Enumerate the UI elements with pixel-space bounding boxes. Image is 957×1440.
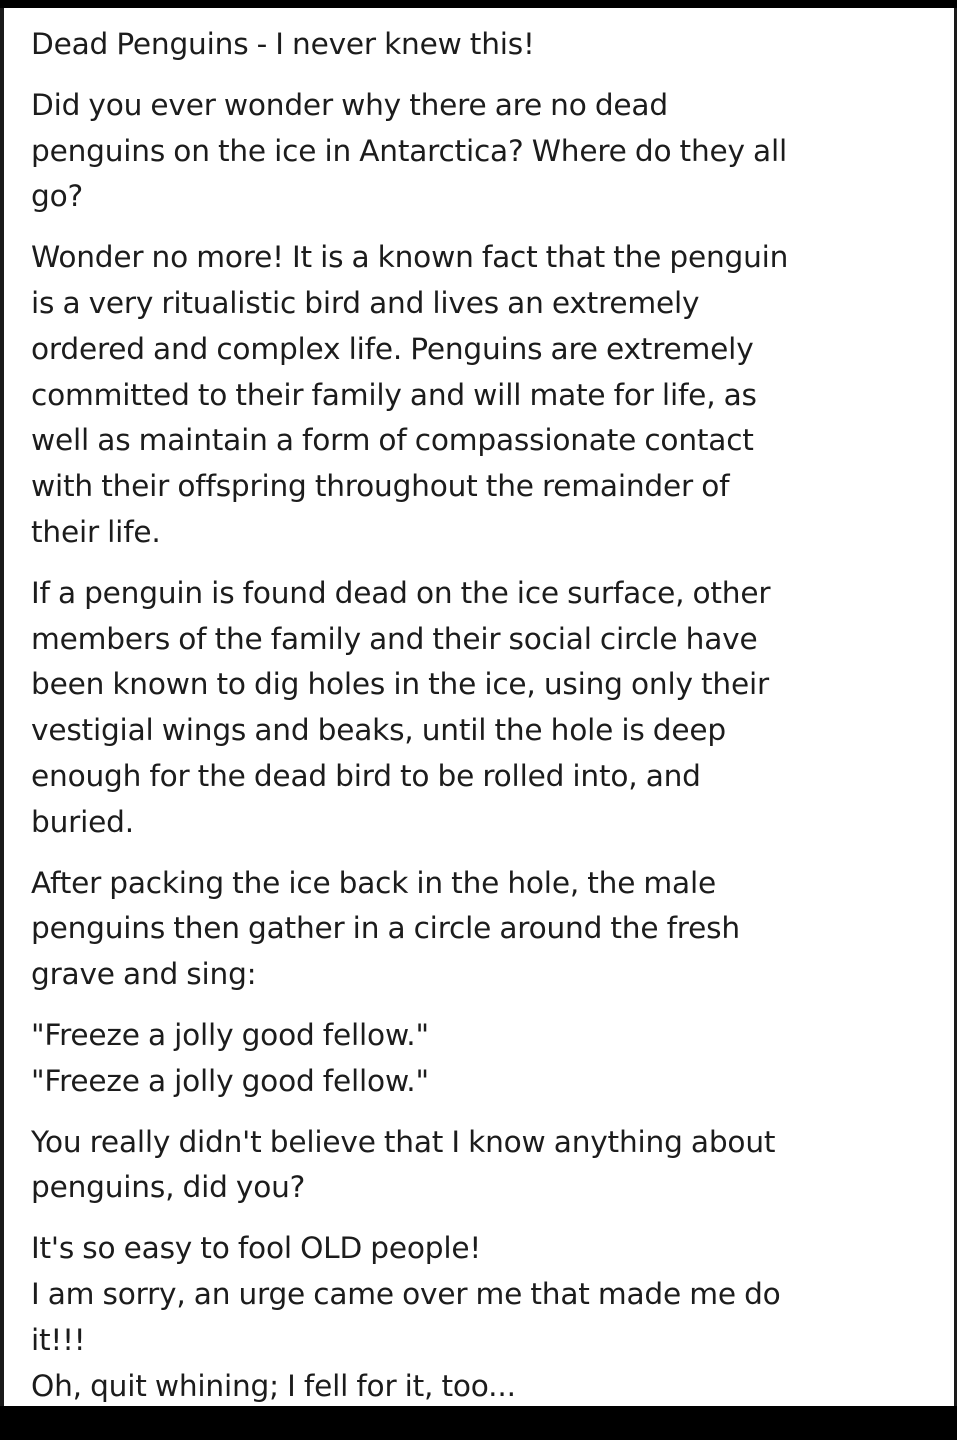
paragraph-song: "Freeze a jolly good fellow." "Freeze a jolly good fellow." [31, 1017, 429, 1098]
paragraph-burial: If a penguin is found dead on the ice surface, other members of the family and their social circle have been known to dig holes in the ice, using only their vestigial wings and beaks, until the hole is deep enough for the dead bird to be rolled into, and buried. [31, 575, 771, 839]
post-card [0, 8, 957, 1406]
top-border [0, 0, 957, 8]
paragraph-ritual: Wonder no more! It is a known fact that the penguin is a very ritualistic bird and lives an extremely ordered and complex life. Penguins are extremely committed to their family and will mate for life, as well as maintain a form of compassionate contact with their offspring throughout the remainder of their life. [31, 240, 789, 549]
paragraph-gathering: After packing the ice back in the hole, the male penguins then gather in a circle around the fresh grave and sing: [31, 865, 740, 992]
paragraph-closing: It's so easy to fool OLD people! I am sorry, an urge came over me that made me do it!!! Oh, quit whining; I fell for it, too... [31, 1231, 781, 1403]
bottom-border [0, 1406, 957, 1440]
post-title: Dead Penguins - I never knew this! [31, 27, 535, 61]
paragraph-reveal: You really didn't believe that I know anything about penguins, did you? [31, 1124, 776, 1205]
paragraph-question: Did you ever wonder why there are no dead penguins on the ice in Antarctica? Where do they all go? [31, 87, 788, 214]
post-body [31, 22, 936, 1406]
